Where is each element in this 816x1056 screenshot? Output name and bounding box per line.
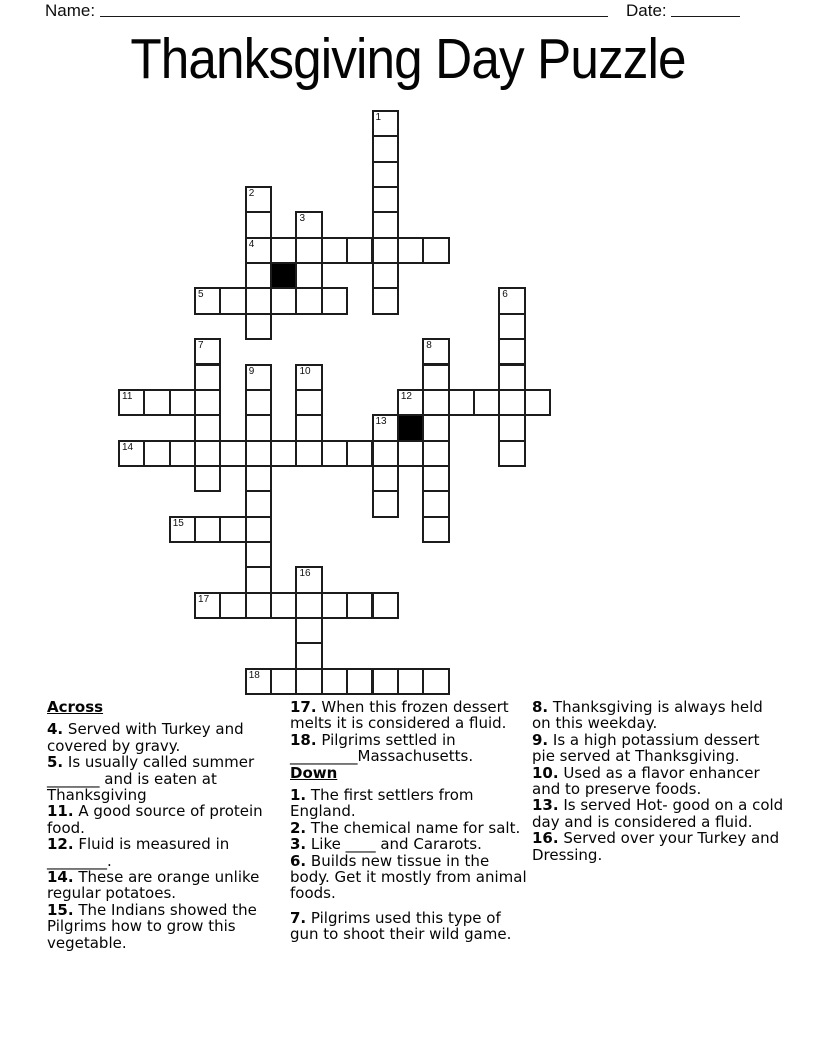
grid-cell-r22-c7[interactable] — [295, 668, 322, 695]
grid-cell-r6-c5[interactable] — [245, 262, 272, 289]
clue-7 — [290, 910, 533, 943]
cell-number: 10 — [299, 365, 311, 377]
grid-cell-r16-c12[interactable] — [422, 516, 449, 543]
grid-cell-r10-c15[interactable] — [498, 364, 525, 391]
grid-cell-r19-c6[interactable] — [270, 592, 297, 619]
cell-number: 9 — [248, 365, 255, 377]
grid-cell-r19-c5[interactable] — [245, 592, 272, 619]
grid-cell-r19-c3[interactable] — [194, 592, 221, 619]
grid-black-cell-r12-c11 — [397, 414, 424, 441]
grid-cell-r15-c5[interactable] — [245, 490, 272, 517]
clue-14 — [47, 869, 292, 902]
grid-cell-r22-c10[interactable] — [372, 668, 399, 695]
grid-cell-r7-c6[interactable] — [270, 287, 297, 314]
clue-number: 4. — [47, 720, 64, 739]
grid-cell-r7-c15[interactable] — [498, 287, 525, 314]
grid-cell-r7-c5[interactable] — [245, 287, 272, 314]
grid-cell-r12-c3[interactable] — [194, 414, 221, 441]
grid-cell-r14-c5[interactable] — [245, 465, 272, 492]
grid-cell-r11-c12[interactable] — [422, 389, 449, 416]
grid-cell-r13-c3[interactable] — [194, 440, 221, 467]
grid-cell-r13-c6[interactable] — [270, 440, 297, 467]
grid-cell-r16-c4[interactable] — [219, 516, 246, 543]
clue-text: Used as a flavor enhancer and to preserve foods. — [532, 763, 760, 799]
clue-2 — [290, 820, 533, 836]
grid-cell-r15-c12[interactable] — [422, 490, 449, 517]
grid-cell-r18-c5[interactable] — [245, 566, 272, 593]
clue-text: Fluid is measured in ________. — [47, 835, 230, 870]
clue-9 — [532, 732, 784, 765]
clue-text: These are orange unlike regular potatoes. — [47, 868, 260, 903]
grid-cell-r5-c5[interactable] — [245, 237, 272, 264]
clue-12 — [47, 836, 292, 869]
grid-cell-r11-c2[interactable] — [169, 389, 196, 416]
grid-cell-r13-c12[interactable] — [422, 440, 449, 467]
cell-number: 11 — [122, 390, 133, 402]
grid-cell-r19-c8[interactable] — [321, 592, 348, 619]
grid-cell-r12-c10[interactable] — [372, 414, 399, 441]
grid-cell-r10-c12[interactable] — [422, 364, 449, 391]
grid-cell-r7-c3[interactable] — [194, 287, 221, 314]
clue-number: 16. — [532, 829, 559, 848]
cell-number: 12 — [400, 390, 412, 402]
clue-number: 13. — [532, 796, 559, 815]
grid-cell-r11-c0[interactable] — [118, 389, 145, 416]
name-input-line[interactable] — [100, 0, 608, 17]
clue-column-1 — [47, 699, 292, 951]
grid-black-cell-r6-c6 — [270, 262, 297, 289]
clue-18 — [290, 732, 533, 765]
grid-cell-r16-c2[interactable] — [169, 516, 196, 543]
clue-1 — [290, 787, 533, 820]
grid-cell-r6-c7[interactable] — [295, 262, 322, 289]
grid-cell-r6-c10[interactable] — [372, 262, 399, 289]
grid-cell-r3-c5[interactable] — [245, 186, 272, 213]
crossword-grid — [118, 110, 551, 695]
grid-cell-r13-c8[interactable] — [321, 440, 348, 467]
grid-cell-r7-c4[interactable] — [219, 287, 246, 314]
grid-cell-r4-c5[interactable] — [245, 211, 272, 238]
cell-number: 7 — [198, 340, 204, 352]
cell-number: 3 — [299, 213, 305, 225]
grid-cell-r13-c0[interactable] — [118, 440, 145, 467]
grid-cell-r16-c3[interactable] — [194, 516, 221, 543]
grid-cell-r19-c9[interactable] — [346, 592, 373, 619]
clue-number: 9. — [532, 730, 549, 749]
grid-cell-r14-c12[interactable] — [422, 465, 449, 492]
grid-cell-r0-c10[interactable] — [372, 110, 399, 137]
clue-number: 3. — [290, 835, 307, 854]
grid-cell-r13-c5[interactable] — [245, 440, 272, 467]
grid-cell-r11-c11[interactable] — [397, 389, 424, 416]
clue-text: The chemical name for salt. — [310, 818, 521, 837]
grid-cell-r22-c9[interactable] — [346, 668, 373, 695]
clue-number: 7. — [290, 908, 307, 927]
clue-text: Is served Hot- good on a cold day and is considered a fluid. — [532, 796, 784, 831]
clue-number: 17. — [290, 698, 317, 716]
clue-text: Served over your Turkey and Dressing. — [532, 829, 780, 864]
cell-number: 5 — [198, 289, 204, 301]
grid-cell-r11-c14[interactable] — [473, 389, 500, 416]
grid-cell-r5-c10[interactable] — [372, 237, 399, 264]
grid-cell-r7-c7[interactable] — [295, 287, 322, 314]
clue-number: 11. — [47, 802, 74, 821]
grid-cell-r2-c10[interactable] — [372, 161, 399, 188]
down-heading: Down — [290, 763, 338, 782]
cell-number: 6 — [502, 289, 508, 301]
grid-cell-r13-c7[interactable] — [295, 440, 322, 467]
grid-cell-r22-c11[interactable] — [397, 668, 424, 695]
grid-cell-r13-c1[interactable] — [143, 440, 170, 467]
grid-cell-r15-c10[interactable] — [372, 490, 399, 517]
grid-cell-r5-c12[interactable] — [422, 237, 449, 264]
clue-text: Is a high potassium dessert pie served at Thanksgiving. — [532, 730, 760, 766]
grid-cell-r4-c10[interactable] — [372, 211, 399, 238]
grid-cell-r17-c5[interactable] — [245, 541, 272, 568]
clue-number: 12. — [47, 835, 74, 854]
grid-cell-r13-c9[interactable] — [346, 440, 373, 467]
clue-11 — [47, 803, 292, 836]
grid-cell-r4-c7[interactable] — [295, 211, 322, 238]
grid-cell-r11-c13[interactable] — [448, 389, 475, 416]
clue-number: 14. — [47, 868, 74, 887]
grid-cell-r13-c10[interactable] — [372, 440, 399, 467]
cell-number: 13 — [375, 416, 387, 428]
grid-cell-r3-c10[interactable] — [372, 186, 399, 213]
grid-cell-r13-c2[interactable] — [169, 440, 196, 467]
clue-5 — [47, 754, 292, 803]
grid-cell-r11-c3[interactable] — [194, 389, 221, 416]
grid-cell-r13-c11[interactable] — [397, 440, 424, 467]
grid-cell-r19-c10[interactable] — [372, 592, 399, 619]
grid-cell-r11-c1[interactable] — [143, 389, 170, 416]
grid-cell-r10-c7[interactable] — [295, 364, 322, 391]
clue-number: 2. — [290, 818, 307, 837]
clue-number: 8. — [532, 698, 549, 716]
date-label: Date: — [626, 1, 667, 20]
grid-cell-r5-c11[interactable] — [397, 237, 424, 264]
clue-text: Is usually called summer _______ and is eaten at Thanksgiving — [47, 753, 255, 805]
grid-cell-r7-c10[interactable] — [372, 287, 399, 314]
grid-cell-r10-c5[interactable] — [245, 364, 272, 391]
grid-cell-r13-c4[interactable] — [219, 440, 246, 467]
clue-text: When this frozen dessert melts it is considered a fluid. — [290, 698, 509, 733]
cell-number: 1 — [375, 112, 382, 123]
clue-4 — [47, 721, 292, 754]
grid-cell-r11-c16[interactable] — [524, 389, 551, 416]
grid-cell-r19-c4[interactable] — [219, 592, 246, 619]
grid-cell-r14-c3[interactable] — [194, 465, 221, 492]
grid-cell-r5-c8[interactable] — [321, 237, 348, 264]
clue-text: Served with Turkey and covered by gravy. — [47, 720, 244, 755]
grid-cell-r21-c7[interactable] — [295, 642, 322, 669]
cell-number: 4 — [248, 238, 255, 250]
page-title: Thanksgiving Day Puzzle — [130, 27, 686, 91]
grid-cell-r11-c15[interactable] — [498, 389, 525, 416]
clue-10 — [532, 765, 784, 798]
cell-number: 16 — [299, 568, 311, 580]
clue-number: 6. — [290, 851, 307, 870]
clue-17 — [290, 699, 533, 732]
grid-cell-r18-c7[interactable] — [295, 566, 322, 593]
grid-cell-r22-c8[interactable] — [321, 668, 348, 695]
grid-cell-r7-c8[interactable] — [321, 287, 348, 314]
clue-13 — [532, 797, 784, 830]
grid-cell-r22-c5[interactable] — [245, 668, 272, 695]
grid-cell-r9-c3[interactable] — [194, 338, 221, 365]
grid-cell-r22-c6[interactable] — [270, 668, 297, 695]
grid-cell-r16-c5[interactable] — [245, 516, 272, 543]
clue-column-3 — [532, 699, 784, 863]
grid-cell-r9-c12[interactable] — [422, 338, 449, 365]
grid-cell-r14-c10[interactable] — [372, 465, 399, 492]
clue-16 — [532, 830, 784, 863]
grid-cell-r20-c7[interactable] — [295, 617, 322, 644]
grid-cell-r5-c9[interactable] — [346, 237, 373, 264]
grid-cell-r11-c5[interactable] — [245, 389, 272, 416]
clue-15 — [47, 902, 292, 951]
across-heading: Across — [47, 698, 104, 716]
grid-cell-r12-c7[interactable] — [295, 414, 322, 441]
clue-text: Builds new tissue in the body. Get it mostly from animal foods. — [290, 851, 527, 903]
grid-cell-r12-c12[interactable] — [422, 414, 449, 441]
cell-number: 8 — [426, 340, 432, 352]
date-input-line[interactable] — [671, 0, 740, 17]
grid-cell-r13-c15[interactable] — [498, 440, 525, 467]
clue-text: Pilgrims used this type of gun to shoot their wild game. — [290, 908, 512, 944]
grid-cell-r19-c7[interactable] — [295, 592, 322, 619]
grid-cell-r12-c15[interactable] — [498, 414, 525, 441]
clue-number: 15. — [47, 900, 74, 919]
cell-number: 15 — [172, 517, 184, 529]
cell-number: 2 — [248, 188, 255, 200]
grid-cell-r22-c12[interactable] — [422, 668, 449, 695]
grid-cell-r1-c10[interactable] — [372, 135, 399, 162]
grid-cell-r11-c7[interactable] — [295, 389, 322, 416]
grid-cell-r8-c5[interactable] — [245, 313, 272, 340]
clue-number: 18. — [290, 730, 317, 749]
cell-number: 14 — [122, 441, 134, 453]
clue-8 — [532, 699, 784, 732]
clue-number: 5. — [47, 753, 64, 772]
clue-text: The first settlers from England. — [290, 786, 474, 821]
clue-text: Like ____ and Cararots. — [310, 835, 482, 854]
clue-6 — [290, 853, 533, 902]
clue-text: The Indians showed the Pilgrims how to grow this vegetable. — [47, 900, 257, 952]
grid-cell-r8-c15[interactable] — [498, 313, 525, 340]
grid-cell-r10-c3[interactable] — [194, 364, 221, 391]
grid-cell-r5-c6[interactable] — [270, 237, 297, 264]
clue-text: Thanksgiving is always held on this weekday. — [532, 698, 763, 733]
clue-text: Pilgrims settled in _________Massachusetts. — [290, 730, 474, 766]
name-label: Name: — [45, 1, 96, 20]
clue-3 — [290, 836, 533, 852]
clue-text: A good source of protein food. — [47, 802, 263, 837]
clue-column-2 — [290, 699, 533, 943]
grid-cell-r9-c15[interactable] — [498, 338, 525, 365]
cell-number: 18 — [248, 669, 260, 681]
grid-cell-r12-c5[interactable] — [245, 414, 272, 441]
clue-number: 1. — [290, 786, 307, 805]
cell-number: 17 — [198, 593, 210, 605]
grid-cell-r5-c7[interactable] — [295, 237, 322, 264]
clue-number: 10. — [532, 763, 559, 782]
